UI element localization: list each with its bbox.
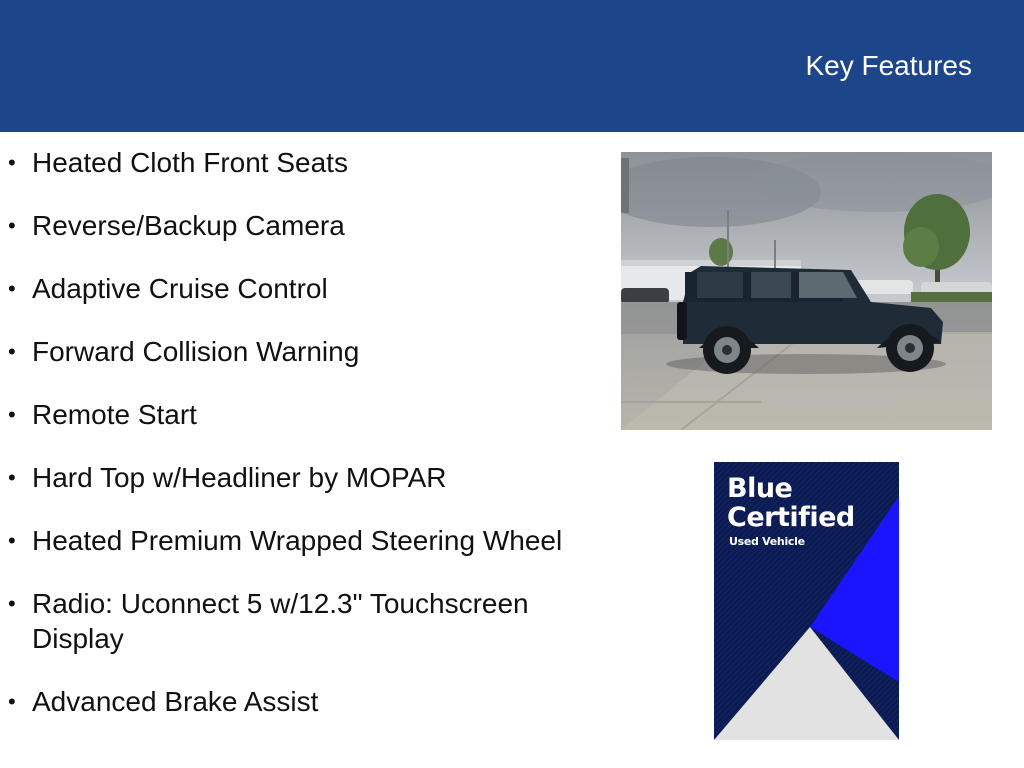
bullet-icon: • <box>8 213 16 238</box>
bullet-icon: • <box>8 402 16 427</box>
badge-title <box>727 474 855 532</box>
feature-item <box>8 145 588 180</box>
feature-item <box>8 334 588 369</box>
vehicle-photo <box>621 152 992 430</box>
feature-item <box>8 523 588 558</box>
feature-text: Remote Start <box>32 399 197 430</box>
feature-text: Heated Cloth Front Seats <box>32 147 348 178</box>
feature-item <box>8 397 588 432</box>
feature-text: Adaptive Cruise Control <box>32 273 328 304</box>
badge-title-line2: Certified <box>727 502 855 533</box>
bullet-icon: • <box>8 150 16 175</box>
feature-item <box>8 208 588 243</box>
bullet-icon: • <box>8 465 16 490</box>
feature-text: Hard Top w/Headliner by MOPAR <box>32 462 447 493</box>
feature-text: Heated Premium Wrapped Steering Wheel <box>32 525 563 556</box>
page-title: Key Features <box>805 50 972 81</box>
badge-subtitle: Used Vehicle <box>729 535 805 548</box>
bullet-icon: • <box>8 276 16 301</box>
feature-item <box>8 460 588 495</box>
bullet-icon: • <box>8 339 16 364</box>
feature-text: Reverse/Backup Camera <box>32 210 345 241</box>
header-banner <box>0 0 1024 132</box>
bullet-icon: • <box>8 591 16 616</box>
feature-text: Radio: Uconnect 5 w/12.3" Touchscreen Display <box>32 588 529 654</box>
blue-certified-badge <box>714 462 899 740</box>
feature-text: Advanced Brake Assist <box>32 686 319 717</box>
feature-item <box>8 684 588 719</box>
feature-list <box>8 145 588 747</box>
badge-title-line1: Blue <box>727 473 793 504</box>
feature-text: Forward Collision Warning <box>32 336 360 367</box>
vehicle-image <box>621 152 992 430</box>
bullet-icon: • <box>8 528 16 553</box>
feature-item <box>8 271 588 306</box>
feature-item <box>8 586 588 656</box>
bullet-icon: • <box>8 689 16 714</box>
